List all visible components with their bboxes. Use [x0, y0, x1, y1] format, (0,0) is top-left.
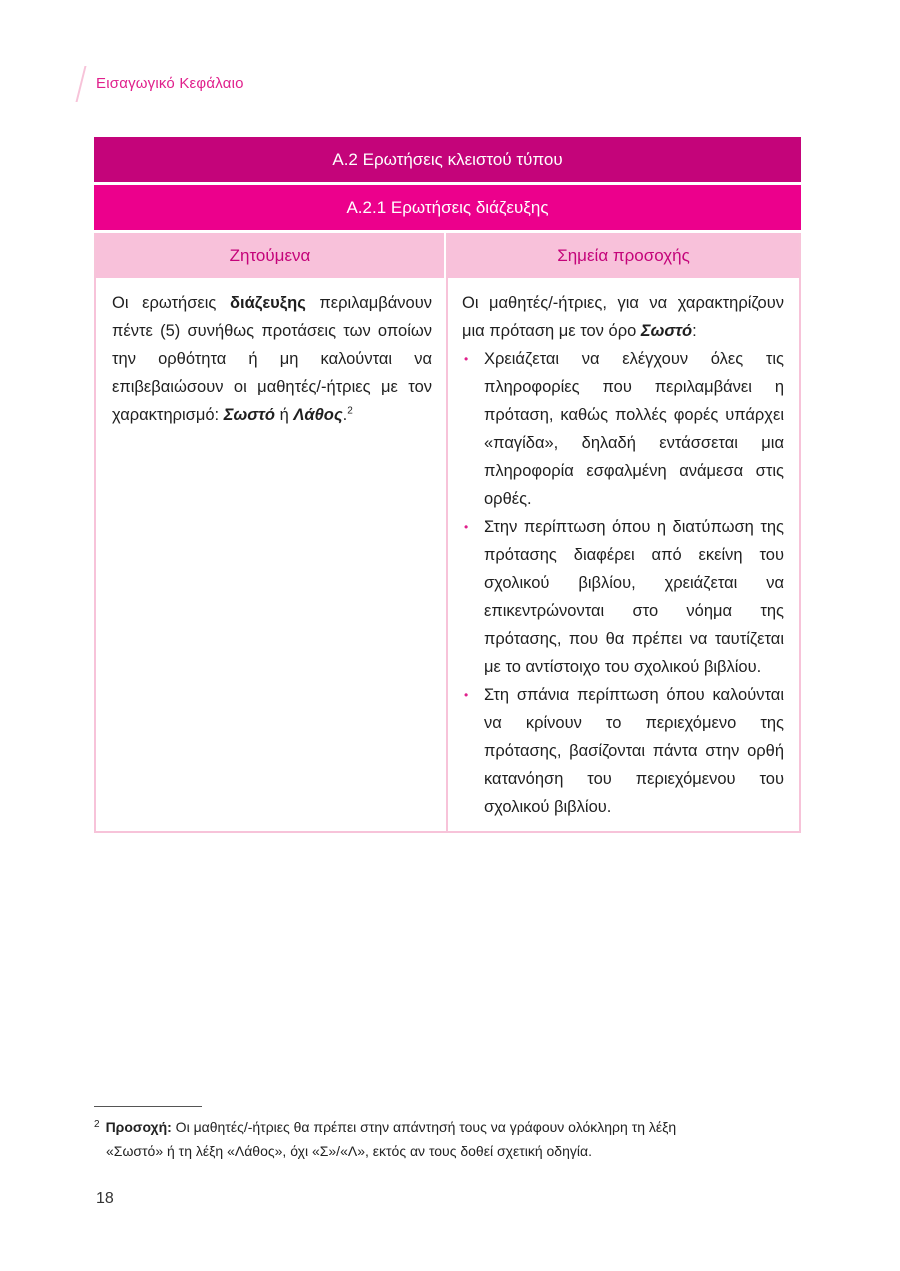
attention-intro	[462, 289, 784, 345]
guidance-table	[94, 137, 801, 833]
footnote-line-2: «Σωστό» ή τη λέξη «Λάθος», όχι «Σ»/«Λ», εκτός αν τους δοθεί σχετική οδηγία.	[106, 1143, 592, 1159]
point-text: Στη σπάνια περίπτωση όπου καλούνται να κρίνουν το περιεχόμενο της πρότασης, βασίζονται πάντα στην ορθή κατανόηση του περιεχόμενου του σχολικού βιβλίου.	[484, 686, 784, 816]
list-item	[462, 345, 784, 513]
bullet-icon: •	[464, 520, 469, 534]
intro-text: Οι μαθητές/-ήτριες, για να χαρακτηρίζουν μια πρόταση με τον όρο	[462, 294, 784, 340]
req-text-2: περιλαμβάνουν πέντε (5) συνήθως προτάσεις των οποίων την ορθότητα ή μη καλούνται να επιβεβαιώσουν οι μαθητές/-ήτριες με τον χαρακτηρισμό:	[112, 294, 432, 424]
list-item	[462, 513, 784, 681]
req-text-1: Οι ερωτήσεις	[112, 294, 231, 312]
intro-bold-correct: Σωστό	[640, 322, 693, 340]
requirements-header: Ζητούμενα	[96, 233, 444, 278]
bullet-icon: •	[464, 688, 469, 702]
point-text: Χρειάζεται να ελέγχουν όλες τις πληροφορίες που περιλαμβάνει η πρόταση, καθώς πολλές φορές υπάρχει «παγίδα», δηλαδή εντάσσεται μια πληροφορία εσφαλμένη ανάμεσα στις ορθές.	[484, 350, 784, 508]
req-text-3: ή	[275, 406, 294, 424]
point-text: Στην περίπτωση όπου η διατύπωση της πρότασης διαφέρει από εκείνη του σχολικού βιβλίου, χρειάζεται να επικεντρώνονται στο νόημα της πρότασης, που θα πρέπει να ταυτίζεται με το αντίστοιχο του σχολικού βιβλίου.	[484, 518, 784, 676]
subsection-title: Α.2.1 Ερωτήσεις διάζευξης	[94, 185, 801, 230]
req-bold-correct: Σωστό	[223, 406, 275, 424]
list-item	[462, 681, 784, 821]
footnote	[94, 1113, 802, 1163]
attention-points-column	[448, 233, 799, 831]
chapter-title: Εισαγωγικό Κεφάλαιο	[96, 75, 244, 92]
chapter-accent-slash	[76, 66, 97, 102]
req-text-4: .	[342, 406, 348, 424]
bullet-icon: •	[464, 352, 469, 366]
req-bold-disjunction: διάζευξης	[230, 294, 306, 312]
req-bold-wrong: Λάθος	[293, 406, 343, 424]
attention-points-text	[448, 282, 799, 831]
footnote-line-1: Οι μαθητές/-ήτριες θα πρέπει στην απάντησή τους να γράφουν ολόκληρη τη λέξη	[171, 1119, 677, 1135]
footnote-label: Προσοχή:	[105, 1119, 172, 1135]
requirements-column	[96, 233, 448, 831]
page-number: 18	[96, 1190, 114, 1207]
footnote-divider	[94, 1106, 202, 1107]
attention-points-header: Σημεία προσοχής	[448, 233, 799, 278]
footnote-number: 2	[94, 1119, 100, 1130]
footnote-reference[interactable]: 2	[347, 405, 353, 417]
requirements-text	[96, 282, 446, 449]
intro-end: :	[692, 322, 697, 340]
section-title: Α.2 Ερωτήσεις κλειστού τύπου	[94, 137, 801, 182]
table-columns	[94, 233, 801, 833]
attention-points-list	[462, 345, 784, 821]
